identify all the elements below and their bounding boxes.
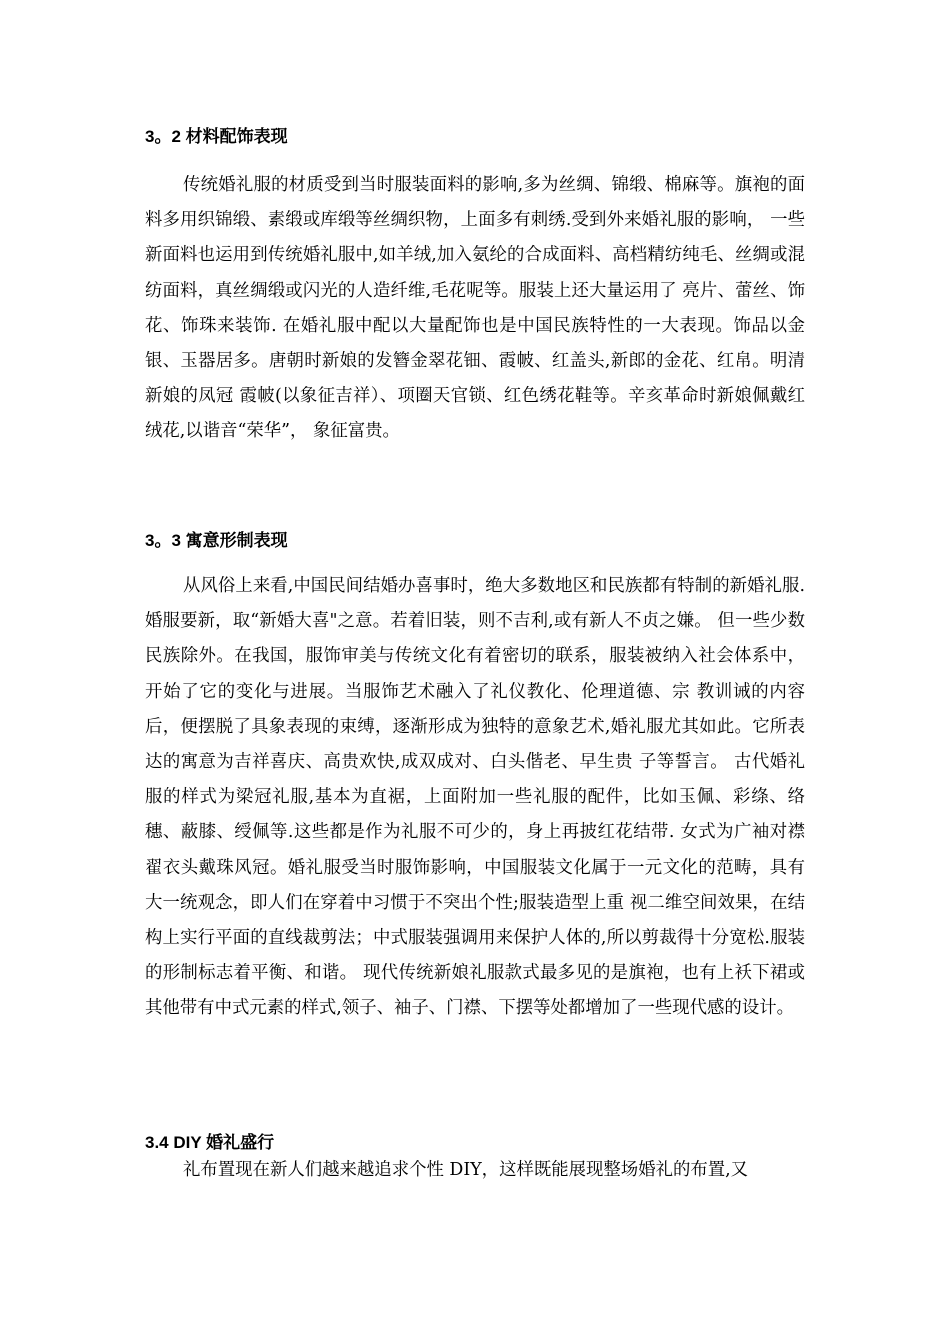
section-paragraph-3-4: 礼布置现在新人们越来越追求个性 DIY，这样既能展现整场婚礼的布置,又	[183, 1160, 749, 1180]
section-paragraph-3-2: 传统婚礼服的材质受到当时服装面料的影响,多为丝绸、锦缎、棉麻等。旗袍的面料多用织锦缎、素缎或库缎等丝绸织物，上面多有刺绣.受到外来婚礼服的影响， 一些新面料也运用到传统婚礼服中,如羊绒,加入氨纶的合成面料、高档精纺纯毛、丝绸或混纺面料，真丝绸缎或闪光的人造纤维,毛花呢等。服装上还大量运用了 亮片、蕾丝、饰花、饰珠来装饰. 在婚礼服中配以大量配饰也是中国民族特性的一大表现。饰品以金银、玉器居多。唐朝时新娘的发簪金翠花钿、霞帔、红盖头,新郎的金花、红帛。明清新娘的凤冠 霞帔(以象征吉祥）、项圈天官锁、红色绣花鞋等。辛亥革命时新娘佩戴红绒花,以谐音“荣华”， 象征富贵。	[145, 175, 805, 442]
section-heading-3-2: 3。2 材料配饰表现	[145, 127, 288, 146]
section-heading-3-3: 3。3 寓意形制表现	[145, 531, 288, 550]
section-paragraph-3-3: 从风俗上来看,中国民间结婚办喜事时，绝大多数地区和民族都有特制的新婚礼服.婚服要新，取“新婚大喜"之意。若着旧装，则不吉利,或有新人不贞之嫌。 但一些少数民族除外。在我国，服饰审美与传统文化有着密切的联系，服装被纳入社会体系中，开始了它的变化与进展。当服饰艺术融入了礼仪教化、伦理道德、宗 教训诫的内容后，便摆脱了具象表现的束缚，逐渐形成为独特的意象艺术,婚礼服尤其如此。它所表达的寓意为吉祥喜庆、高贵欢快,成双成对、白头偕老、早生贵 子等誓言。 古代婚礼服的样式为梁冠礼服,基本为直裾，上面附加一些礼服的配件，比如玉佩、彩绦、络穗、蔽膝、绶佩等.这些都是作为礼服不可少的，身上再披红花结带. 女式为广袖对襟翟衣头戴珠风冠。婚礼服受当时服饰影响，中国服装文化属于一元文化的范畴，具有大一统观念，即人们在穿着中习惯于不突出个性;服装造型上重 视二维空间效果，在结构上实行平面的直线裁剪法；中式服装强调用来保护人体的,所以剪裁得十分宽松.服装的形制标志着平衡、和谐。 现代传统新娘礼服款式最多见的是旗袍，也有上袄下裙或其他带有中式元素的样式,领子、袖子、门襟、下摆等处都增加了一些现代感的设计。	[145, 576, 805, 1019]
section-heading-3-4: 3.4 DIY 婚礼盛行	[145, 1133, 275, 1152]
